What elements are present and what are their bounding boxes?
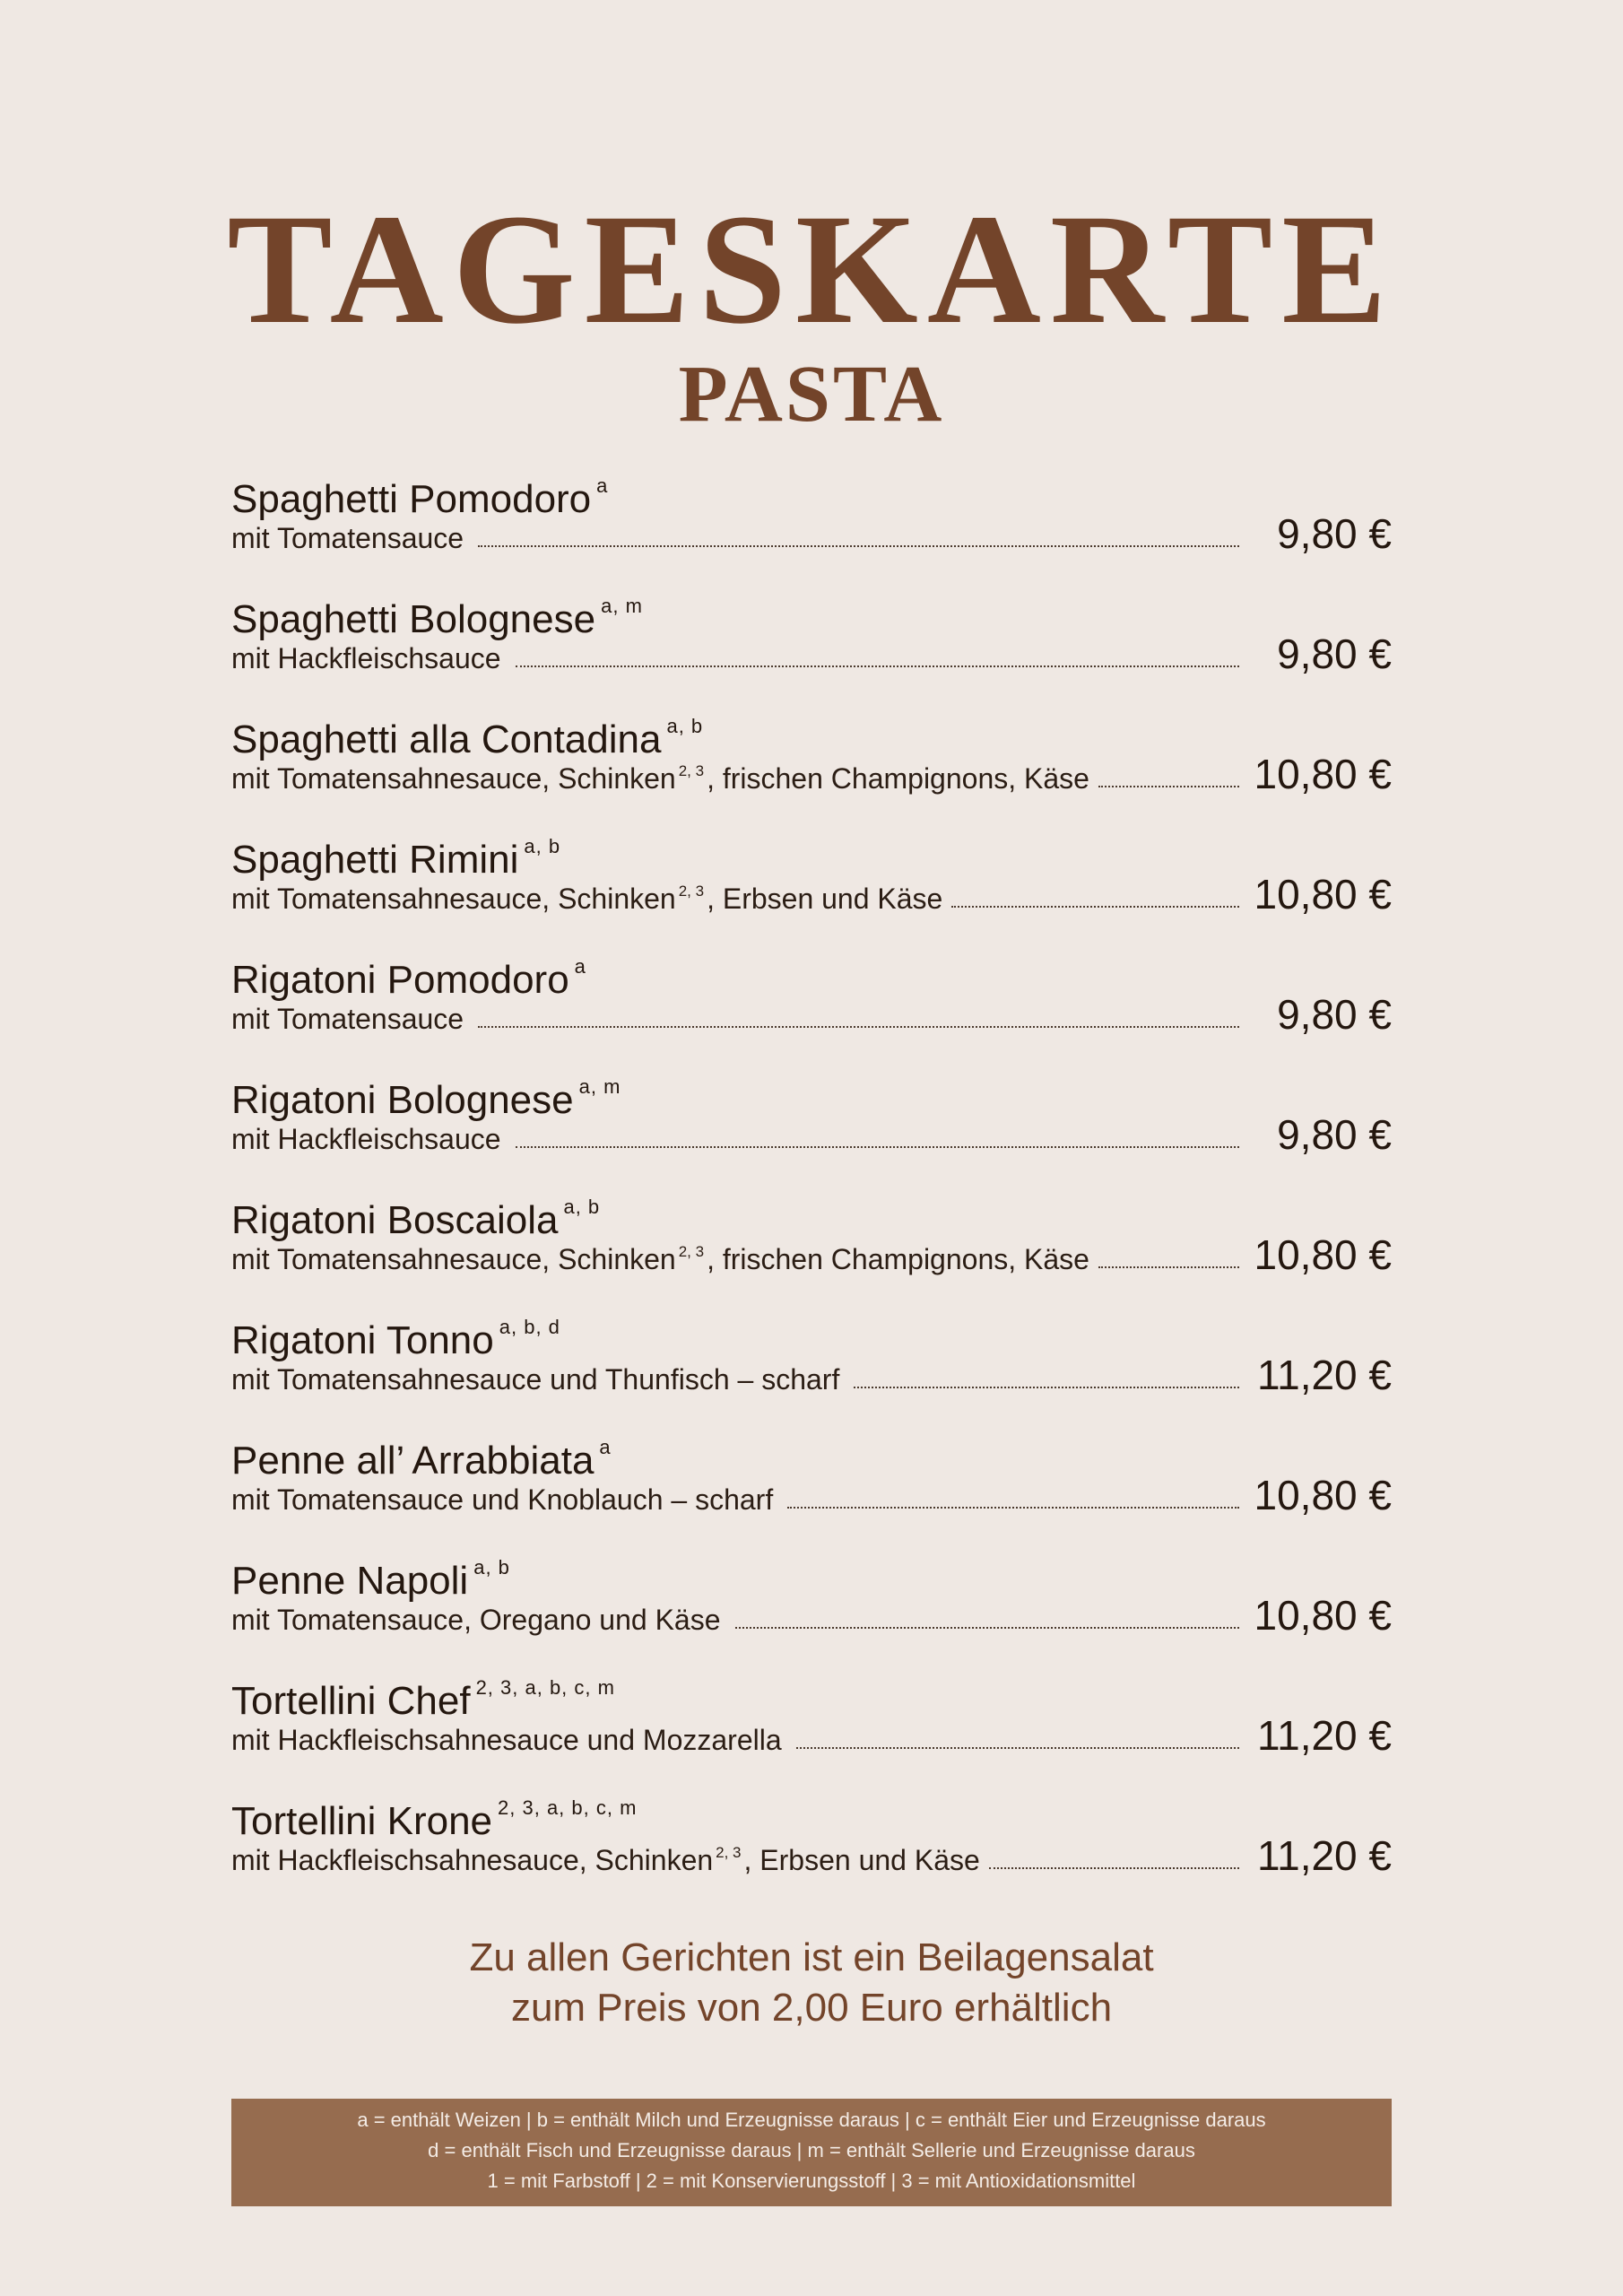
item-name: Spaghetti alla Contadina xyxy=(231,718,662,761)
menu-item xyxy=(231,1541,1392,1661)
allergen-legend xyxy=(231,2099,1392,2206)
additive-legend-line: 1 = mit Farbstoff | 2 = mit Konservierungsstoff | 3 = mit Antioxidationsmittel xyxy=(487,2170,1136,2192)
item-description xyxy=(231,1354,845,1397)
description-text: mit Tomatensauce und Knoblauch – scharf xyxy=(231,1483,774,1516)
dotted-leader xyxy=(1098,1266,1239,1268)
item-price: 10,80 € xyxy=(1254,751,1392,797)
description-additive-codes: 2, 3 xyxy=(678,1243,705,1260)
description-line xyxy=(231,1112,1392,1157)
item-description xyxy=(231,1835,980,1878)
dotted-leader xyxy=(1098,786,1239,787)
item-price: 9,80 € xyxy=(1277,991,1392,1038)
description-line xyxy=(231,1232,1392,1277)
item-description xyxy=(231,513,469,556)
allergen-codes: 2, 3, a, b, c, m xyxy=(475,1676,615,1699)
description-line xyxy=(231,631,1392,676)
allergen-codes: a xyxy=(599,1436,612,1458)
item-price: 10,80 € xyxy=(1254,871,1392,918)
item-name: Spaghetti Bolognese xyxy=(231,597,596,641)
side-salad-note-line-2: zum Preis von 2,00 Euro erhältlich xyxy=(510,1986,1113,2030)
dotted-leader xyxy=(516,665,1239,667)
item-price: 11,20 € xyxy=(1256,1712,1392,1759)
item-price: 9,80 € xyxy=(1277,1111,1392,1158)
allergen-codes: a xyxy=(574,955,586,978)
description-line xyxy=(231,1713,1392,1758)
side-salad-note-line-1: Zu allen Gerichten ist ein Beilagensalat xyxy=(469,1935,1154,1979)
allergen-legend-line-1: a = enthält Weizen | b = enthält Milch und Erzeugnisse daraus | c = enthält Eier und Erzeugnisse daraus xyxy=(357,2109,1266,2131)
item-description xyxy=(231,1595,726,1638)
item-description xyxy=(231,1234,1089,1277)
description-line xyxy=(231,992,1392,1037)
menu-item xyxy=(231,1060,1392,1180)
description-text-continued: , frischen Champignons, Käse xyxy=(707,1243,1089,1275)
description-additive-codes: 2, 3 xyxy=(678,762,705,779)
description-line xyxy=(231,1352,1392,1397)
item-price: 9,80 € xyxy=(1277,631,1392,677)
description-text: mit Tomatensahnesauce und Thunfisch – scharf xyxy=(231,1363,840,1396)
page-title: TAGESKARTE xyxy=(227,181,1396,357)
dotted-leader xyxy=(796,1747,1239,1749)
item-name: Spaghetti Pomodoro xyxy=(231,477,592,521)
allergen-codes: a, b xyxy=(524,835,561,857)
item-description xyxy=(231,1114,507,1157)
dotted-leader xyxy=(478,1026,1239,1028)
description-text: mit Tomatensahnesauce, Schinken xyxy=(231,883,676,915)
item-description xyxy=(231,994,469,1037)
dotted-leader xyxy=(787,1507,1239,1509)
allergen-codes: a xyxy=(596,474,609,497)
description-line xyxy=(231,511,1392,556)
dotted-leader xyxy=(516,1146,1239,1148)
description-text: mit Tomatensahnesauce, Schinken xyxy=(231,1243,676,1275)
item-price: 10,80 € xyxy=(1254,1231,1392,1278)
item-description xyxy=(231,874,942,917)
item-price: 9,80 € xyxy=(1277,510,1392,557)
allergen-codes: a, m xyxy=(578,1075,621,1098)
description-text: mit Hackfleischsauce xyxy=(231,642,501,674)
item-price: 11,20 € xyxy=(1256,1352,1392,1398)
allergen-codes: a, b, d xyxy=(499,1316,560,1338)
dotted-leader xyxy=(735,1627,1239,1629)
item-name: Rigatoni Bolognese xyxy=(231,1078,574,1122)
description-line xyxy=(231,1593,1392,1638)
menu-item xyxy=(231,820,1392,940)
item-description xyxy=(231,1715,787,1758)
item-name: Rigatoni Boscaiola xyxy=(231,1198,559,1242)
dotted-leader xyxy=(951,906,1239,908)
menu-item xyxy=(231,700,1392,820)
allergen-codes: a, b xyxy=(666,715,704,737)
description-line xyxy=(231,872,1392,917)
description-text: mit Hackfleischsahnesauce und Mozzarella xyxy=(231,1724,782,1756)
menu-item xyxy=(231,1300,1392,1421)
menu-list xyxy=(231,459,1392,1901)
allergen-legend-line-2: d = enthält Fisch und Erzeugnisse daraus | m = enthält Sellerie und Erzeugnisse daraus xyxy=(428,2139,1195,2161)
item-name: Spaghetti Rimini xyxy=(231,838,519,882)
dotted-leader xyxy=(854,1387,1239,1388)
item-price: 10,80 € xyxy=(1254,1592,1392,1639)
menu-item xyxy=(231,940,1392,1060)
description-text: mit Tomatensahnesauce, Schinken xyxy=(231,762,676,795)
description-text: mit Tomatensauce xyxy=(231,1003,464,1035)
description-text: mit Tomatensauce, Oregano und Käse xyxy=(231,1604,721,1636)
item-price: 11,20 € xyxy=(1256,1832,1392,1879)
section-title: PASTA xyxy=(678,349,945,439)
item-name: Penne Napoli xyxy=(231,1559,469,1603)
description-line xyxy=(231,752,1392,796)
dotted-leader xyxy=(478,545,1239,547)
description-line xyxy=(231,1833,1392,1878)
dotted-leader xyxy=(989,1867,1239,1869)
description-text: mit Hackfleischsahnesauce, Schinken xyxy=(231,1844,714,1876)
description-additive-codes: 2, 3 xyxy=(716,1844,742,1861)
allergen-codes: 2, 3, a, b, c, m xyxy=(498,1796,638,1819)
description-text: mit Hackfleischsauce xyxy=(231,1123,501,1155)
allergen-codes: a, b xyxy=(473,1556,510,1578)
description-text-continued: , frischen Champignons, Käse xyxy=(707,762,1089,795)
description-additive-codes: 2, 3 xyxy=(678,883,705,900)
item-price: 10,80 € xyxy=(1254,1472,1392,1518)
description-text: mit Tomatensauce xyxy=(231,522,464,554)
item-name: Tortellini Chef xyxy=(231,1679,471,1723)
menu-item xyxy=(231,1421,1392,1541)
item-description xyxy=(231,753,1089,796)
item-name: Rigatoni Tonno xyxy=(231,1318,494,1362)
item-description xyxy=(231,633,507,676)
allergen-codes: a, b xyxy=(563,1196,601,1218)
side-salad-note xyxy=(0,1933,1623,2033)
menu-item xyxy=(231,459,1392,579)
description-text-continued: , Erbsen und Käse xyxy=(707,883,943,915)
item-description xyxy=(231,1474,778,1518)
description-line xyxy=(231,1473,1392,1518)
menu-item xyxy=(231,579,1392,700)
menu-item xyxy=(231,1661,1392,1781)
item-name: Rigatoni Pomodoro xyxy=(231,958,569,1002)
allergen-codes: a, m xyxy=(601,595,643,617)
description-text-continued: , Erbsen und Käse xyxy=(743,1844,980,1876)
item-name: Tortellini Krone xyxy=(231,1799,493,1843)
menu-item xyxy=(231,1180,1392,1300)
item-name: Penne all’ Arrabbiata xyxy=(231,1439,595,1483)
menu-item xyxy=(231,1781,1392,1901)
